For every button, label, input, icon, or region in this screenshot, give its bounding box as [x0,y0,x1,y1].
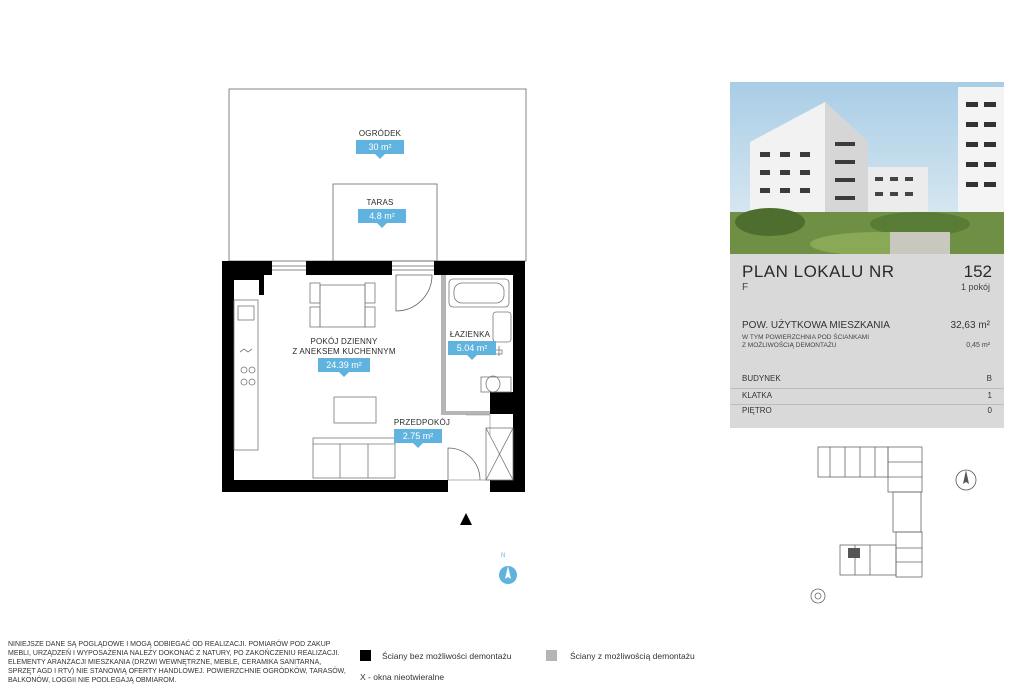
north-arrow-icon [956,470,976,490]
info-key: KLATKA [742,391,773,400]
site-plan-unit-highlight [848,548,860,558]
unit-number: 152 [963,262,992,281]
garden-label: OGRÓDEK [358,129,402,138]
info-key: BUDYNEK [742,374,781,383]
bathroom-label: ŁAZIENKA [449,330,491,339]
dining-set [310,283,375,327]
bathroom-area-tag: 5.04 m² [448,341,496,355]
fixed-walls-swatch [360,650,371,661]
unit-subtitle: F [742,282,749,293]
terrace-area-tag: 4.8 m² [358,209,406,223]
removable-walls-swatch [546,650,557,661]
info-value: B [986,374,992,383]
entrance-marker [460,513,472,525]
terrace-door [396,275,432,311]
rooms-count: 1 pokój [960,282,990,292]
site-plan [811,447,922,603]
garden-area-tag: 30 m² [356,140,404,154]
walls [222,261,525,492]
windows-legend: X - okna nieotwieralne [360,672,445,682]
plan-title: PLAN LOKALU NR [742,262,895,281]
living-room-label [285,337,403,357]
building-render-image [730,82,1004,254]
hall-label: PRZEDPOKÓJ [393,418,451,427]
area-note-line1: W TYM POWIERZCHNIA POD ŚCIANKAMI [742,334,870,341]
sofa-area [313,397,395,478]
usable-area-value: 32,63 m² [950,320,990,331]
removable-walls-area: 0,45 m² [966,342,990,349]
removable-walls-note [742,334,902,350]
kitchen [234,300,258,450]
compass-icon [499,566,517,584]
removable-walls-legend: Ściany z możliwością demontażu [570,651,695,661]
living-area-tag: 24.39 m² [318,358,370,372]
terrace-label: TARAS [366,198,394,207]
usable-area-label: POW. UŻYTKOWA MIESZKANIA [742,320,890,331]
info-value: 0 [987,406,992,415]
hall-area-tag: 2.75 m² [394,429,442,443]
info-value: 1 [987,391,992,400]
unit-info-panel [730,82,1004,428]
disclaimer-text: NINIEJSZE DANE SĄ POGLĄDOWE I MOGĄ ODBIEGAĆ OD REALIZACJI. POMIARÓW POD ZAKUP MEBLI, URZĄDZEŃ I WYPOSAŻENIA NALEŻY DOKONAĆ Z NATURY, PO ZAKOŃCZENIU REALIZACJI. ELEMENTY ARANŻACJI MIESZKANIA (DRZWI WEWNĘTRZNE, MEBLE, CERAMIKA SANITARNA, SPRZĘT AGD I RTV) NIE STANOWIĄ OFERTY HANDLOWEJ. POWIERZCHNIE OGRÓDKÓW, TARASÓW, BALKONÓW, LOGGII NIE PODLEGAJĄ OBMIAROM. [8,641,346,684]
area-note-line2: Z MOŻLIWOŚCIĄ DEMONTAŻU [742,342,837,349]
garden-outline [229,89,526,261]
fixed-walls-legend: Ściany bez możliwości demontażu [382,651,512,661]
entrance-door [448,448,480,480]
compass-letter: N [501,553,506,559]
living-label-line1: POKÓJ DZIENNY [310,337,378,346]
info-key: PIĘTRO [742,406,772,415]
living-label-line2: Z ANEKSEM KUCHENNYM [292,347,396,356]
